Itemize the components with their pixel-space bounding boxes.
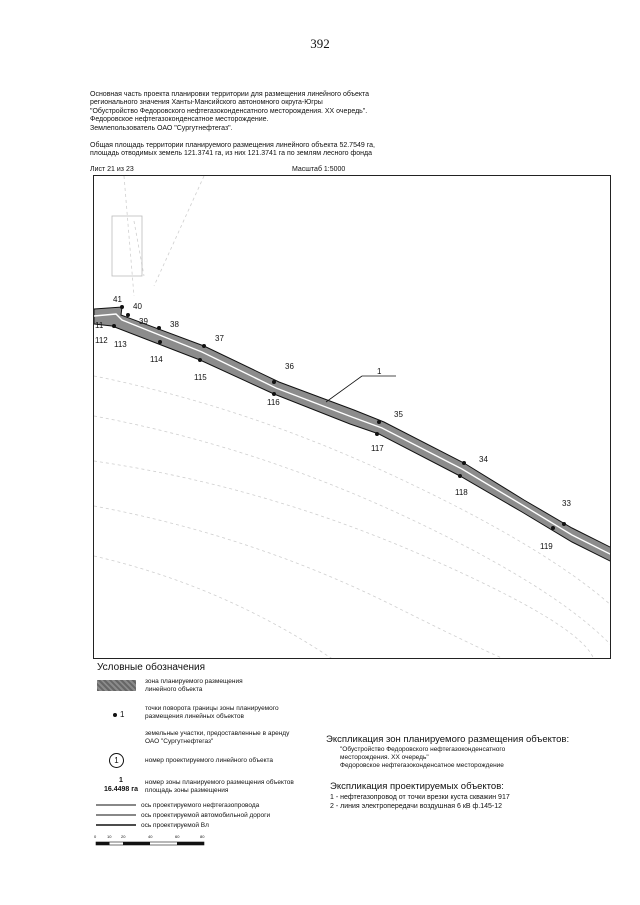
map-canvas [94,176,611,659]
explication-title: Экспликация зон планируемого размещения объектов: [326,734,570,745]
explication-object-line: Федоровское нефтегазоконденсатное месторождение [340,761,504,769]
scale-bar [94,836,216,846]
legend-title: Условные обозначения [97,662,206,673]
map-point-label: 11 [95,321,104,330]
map-point-label: 40 [133,302,142,311]
legend-zone-number: 1 [119,777,123,784]
header-line: Землепользователь ОАО "Сургутнефтегаз". [90,124,233,132]
map-point-label: 36 [285,362,294,371]
explication-object-line: "Обустройство Федоровского нефтегазоконденсатного [340,746,506,753]
legend-axis-lines [96,802,136,832]
map-point-label: 38 [170,320,179,329]
explication-subtitle: Экспликация проектируемых объектов: [330,781,504,792]
legend-axis-pipeline: ось проектируемого нефтегазопровода [141,802,260,809]
map-scale: Масштаб 1:5000 [292,166,346,173]
header-line: регионального значения Ханты-Мансийского автономного округа-Югры [90,99,323,107]
map-point-label: 41 [113,295,122,304]
map-point-label: 119 [540,542,553,551]
sheet-number: Лист 21 из 23 [90,166,134,173]
map-frame [93,175,611,659]
legend-turn-point-symbol [113,711,124,719]
explication-object-line: месторождения. XX очередь" [340,753,429,761]
area-line: площадь отводимых земель 121.3741 га, из них 121.3741 га по землям лесного фонда [90,150,373,158]
map-point-label: 39 [139,317,148,326]
legend-zone-swatch [97,680,136,691]
map-point-label: 112 [95,336,108,345]
explication-item: 1 - нефтегазопровод от точки врезки куста скважин 917 [330,794,510,801]
zone-band [94,307,611,562]
map-point-label: 34 [479,455,488,464]
map-point-label: 114 [150,355,163,364]
map-point-label: 35 [394,410,403,419]
scale-tick: 20 [121,834,126,839]
map-object-label: 1 [377,367,382,376]
map-point-label: 113 [114,340,127,349]
legend-zone-area: 16.4498 га [104,786,139,793]
page-number: 392 [310,36,330,51]
scale-tick: 40 [148,834,153,839]
map-point-label: 33 [562,499,571,508]
legend-zone-number-text: номер зоны планируемого размещения объектов площадь зоны размещения [145,779,294,794]
legend-axis-vl: ось проектируемой Вл [141,822,209,829]
area-info [90,142,450,159]
header-block [90,91,450,133]
legend-zone-text: зона планируемого размещения линейного объекта [145,678,243,693]
map-point-label: 37 [215,334,224,343]
object-leader [326,376,362,402]
header-line: Основная часть проекта планировки территории для размещения линейного объекта [90,91,370,98]
map-point-label: 116 [267,398,280,407]
explication-item: 2 - линия электропередачи воздушная 6 кВ ф.145-12 [330,803,503,810]
map-point-label: 118 [455,488,468,497]
legend-object-text: номер проектируемого линейного объекта [145,757,274,764]
legend-object-circle: 1 [109,753,124,768]
map-point-label: 117 [371,444,384,453]
legend-turn-points-text: точки поворота границы зоны планируемого размещения линейных объектов [145,705,279,720]
area-line: Общая площадь территории планируемого размещения линейного объекта 52.7549 га, [90,142,375,149]
scale-tick: 10 [107,834,112,839]
legend-leased-text: земельные участки, предоставленные в аренду ОАО "Сургутнефтегаз" [145,730,290,745]
leased-parcel [112,216,142,276]
turn-point-number: 1 [120,710,125,719]
turn-point-icon [113,713,117,717]
header-line: Федоровское нефтегазоконденсатное месторождение. [90,116,269,124]
legend-axis-road: ось проектируемой автомобильной дороги [141,812,271,819]
explication-object [340,746,580,769]
scale-tick: 60 [175,834,180,839]
scale-tick: 0 [94,834,97,839]
header-line: "Обустройство Федоровского нефтегазоконденсатного месторождения. XX очередь". [90,107,368,115]
map-point-label: 115 [194,373,207,382]
scale-tick: 80 [200,834,205,839]
